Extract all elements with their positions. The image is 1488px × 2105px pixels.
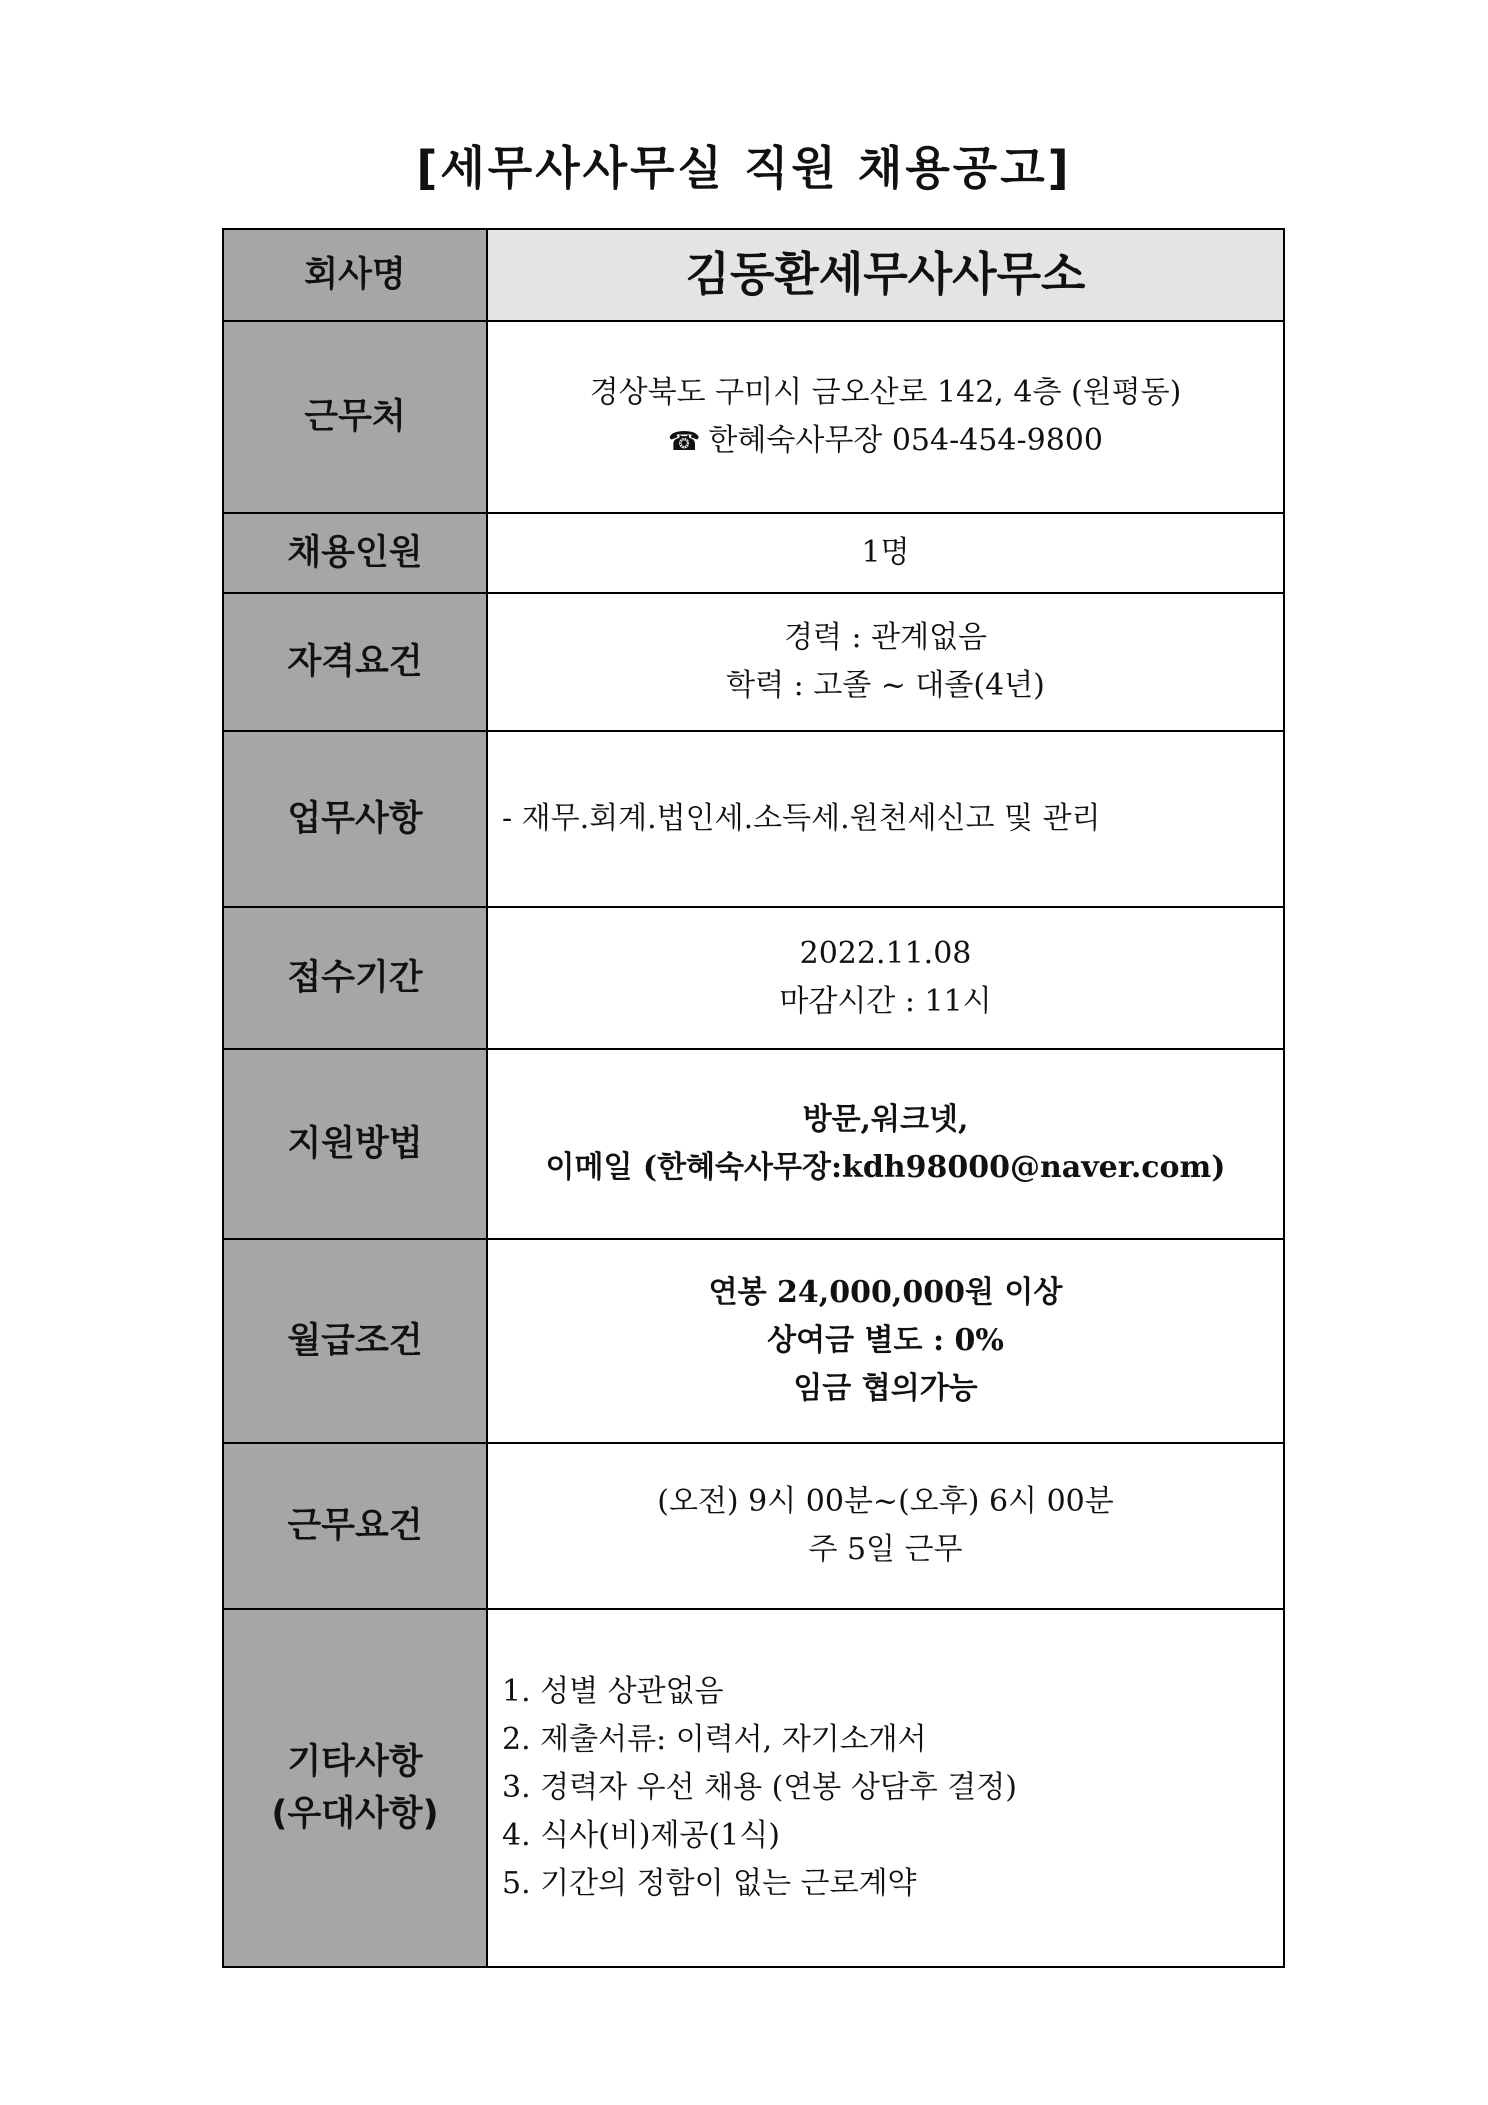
- company-name: 김동환세무사사무소: [487, 229, 1284, 321]
- row-workplace: [223, 321, 1284, 513]
- etc-item: 2. 제출서류: 이력서, 자기소개서: [502, 1722, 927, 1757]
- etc-item: 5. 기간의 정함이 없는 근로계약: [502, 1866, 917, 1901]
- workplace-contact: 한혜숙사무장 054-454-9800: [708, 423, 1103, 458]
- method-line-1: 방문,워크넷,: [802, 1102, 969, 1137]
- row-etc: [223, 1609, 1284, 1967]
- row-duties: [223, 731, 1284, 907]
- salary-line-1: 연봉 24,000,000원 이상: [708, 1275, 1063, 1310]
- method-value: [487, 1049, 1284, 1239]
- label-method: 지원방법: [223, 1049, 487, 1239]
- salary-line-2: 상여금 별도 : 0%: [767, 1323, 1004, 1358]
- period-deadline: 마감시간 : 11시: [779, 984, 992, 1019]
- qualifications-value: [487, 593, 1284, 731]
- headcount-value: 1명: [487, 513, 1284, 593]
- label-workplace: 근무처: [223, 321, 487, 513]
- label-hours: 근무요건: [223, 1443, 487, 1609]
- row-salary: [223, 1239, 1284, 1443]
- hours-time: (오전) 9시 00분~(오후) 6시 00분: [657, 1484, 1114, 1519]
- label-company: 회사명: [223, 229, 487, 321]
- salary-line-3: 임금 협의가능: [793, 1371, 978, 1406]
- etc-item: 1. 성별 상관없음: [502, 1674, 724, 1709]
- label-salary: 월급조건: [223, 1239, 487, 1443]
- workplace-value: [487, 321, 1284, 513]
- row-method: [223, 1049, 1284, 1239]
- job-posting-table: [222, 228, 1285, 1968]
- label-etc-line-1: 기타사항: [287, 1741, 423, 1782]
- hours-value: [487, 1443, 1284, 1609]
- qualification-experience: 경력 : 관계없음: [783, 620, 988, 655]
- label-etc: [223, 1609, 487, 1967]
- label-duties: 업무사항: [223, 731, 487, 907]
- workplace-address: 경상북도 구미시 금오산로 142, 4층 (원평동): [589, 375, 1182, 410]
- workplace-contact-line: [488, 417, 1283, 465]
- etc-item: 4. 식사(비)제공(1식): [502, 1818, 780, 1853]
- row-company: [223, 229, 1284, 321]
- page-title: [세무사사무실 직원 채용공고]: [416, 141, 1072, 195]
- label-period: 접수기간: [223, 907, 487, 1049]
- hours-days: 주 5일 근무: [808, 1532, 963, 1567]
- period-date: 2022.11.08: [799, 936, 972, 971]
- method-line-2: 이메일 (한혜숙사무장:kdh98000@naver.com): [545, 1150, 1226, 1185]
- etc-value: [487, 1609, 1284, 1967]
- label-etc-line-2: (우대사항): [271, 1794, 439, 1834]
- row-qualifications: [223, 593, 1284, 731]
- row-headcount: [223, 513, 1284, 593]
- phone-icon: ☎: [668, 427, 701, 457]
- salary-value: [487, 1239, 1284, 1443]
- etc-item: 3. 경력자 우선 채용 (연봉 상담후 결정): [502, 1770, 1017, 1805]
- label-headcount: 채용인원: [223, 513, 487, 593]
- duties-value: - 재무.회계.법인세.소득세.원천세신고 및 관리: [487, 731, 1284, 907]
- period-value: [487, 907, 1284, 1049]
- label-qualifications: 자격요건: [223, 593, 487, 731]
- row-period: [223, 907, 1284, 1049]
- qualification-education: 학력 : 고졸 ~ 대졸(4년): [726, 668, 1045, 703]
- row-hours: [223, 1443, 1284, 1609]
